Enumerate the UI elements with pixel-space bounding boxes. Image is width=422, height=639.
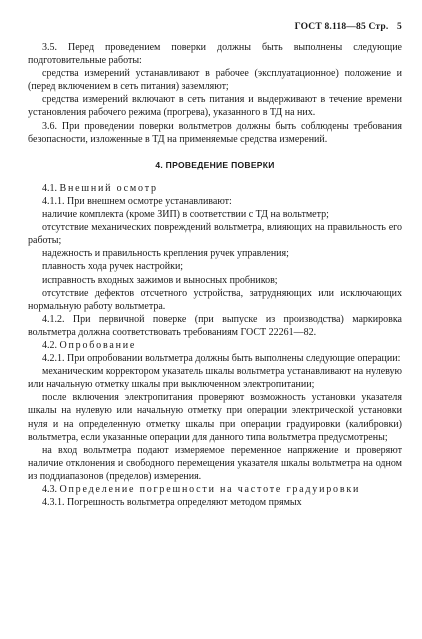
page-label: Стр.	[368, 22, 389, 32]
paragraph: надежность и правильность крепления ручек управления;	[42, 248, 289, 260]
subsection-heading	[28, 483, 402, 496]
paragraph: 4.1.1. При внешнем осмотре устанавливают:	[42, 195, 232, 207]
subsection-title: Определение погрешности на частоте градуировки	[59, 484, 361, 495]
subsection-number: 4.2.	[42, 339, 57, 351]
paragraph: после включения электропитания проверяют возможность установки указателя шкалы на нулевую или начальную отметку при операции электрической установки нуля и на определенную отметку шкалы при операции градуировки (калибровки) вольтметра, если указанные операции для данного типа вольтметра предусмотрены;	[28, 392, 402, 443]
paragraph: 4.1.2. При первичной поверке (при выпуске из производства) маркировка вольтметра должна соответствовать требованиям ГОСТ 22261—82.	[28, 313, 402, 338]
paragraph: наличие комплекта (кроме ЗИП) в соответствии с ТД на вольтметр;	[42, 209, 329, 221]
standard-designation: ГОСТ 8.118—85	[294, 22, 366, 32]
paragraph: средства измерений устанавливают в рабочее (эксплуатационное) положение и (перед включением в сеть питания) заземляют;	[28, 68, 402, 93]
document-body	[28, 41, 402, 509]
subsection-title: Опробование	[59, 339, 137, 351]
subsection-number: 4.1.	[42, 182, 57, 194]
paragraph: 3.5. Перед проведением поверки должны быть выполнены следующие подготовительные работы:	[28, 42, 402, 67]
subsection-number: 4.3.	[42, 484, 57, 495]
subsection-heading	[28, 182, 402, 195]
paragraph: средства измерений включают в сеть питания и выдерживают в течение времени установления рабочего режима (прогрева), указанного в ТД на них.	[28, 94, 402, 119]
paragraph: 3.6. При проведении поверки вольтметров должны быть соблюдены требования безопасности, изложенные в ТД на применяемые средства измерений.	[28, 120, 402, 145]
document-page	[28, 22, 402, 509]
paragraph: отсутствие дефектов отсчетного устройства, затрудняющих или исключающих нормальную работу вольтметра.	[28, 287, 402, 312]
paragraph: механическим корректором указатель шкалы вольтметра устанавливают на нулевую или начальную отметку шкалы при выключенном электропитании;	[28, 366, 402, 391]
subsection-title: Внешний осмотр	[59, 182, 158, 194]
paragraph: отсутствие механических повреждений вольтметра, влияющих на правильность его работы;	[28, 222, 402, 247]
paragraph: 4.3.1. Погрешность вольтметра определяют методом прямых	[42, 497, 302, 509]
paragraph: 4.2.1. При опробовании вольтметра должны быть выполнены следующие операции:	[42, 353, 401, 365]
section-heading: 4. ПРОВЕДЕНИЕ ПОВЕРКИ	[155, 159, 275, 170]
page-number: 5	[397, 22, 402, 32]
subsection-heading	[28, 339, 402, 352]
paragraph: исправность входных зажимов и выносных пробников;	[42, 274, 278, 286]
paragraph: плавность хода ручек настройки;	[42, 261, 184, 273]
paragraph: на вход вольтметра подают измеряемое переменное напряжение и проверяют наличие отклонения и свободного перемещения указателя шкалы вольтметра на одном из поддиапазонов (пределов) измерения.	[28, 444, 402, 482]
page-header	[28, 22, 402, 32]
